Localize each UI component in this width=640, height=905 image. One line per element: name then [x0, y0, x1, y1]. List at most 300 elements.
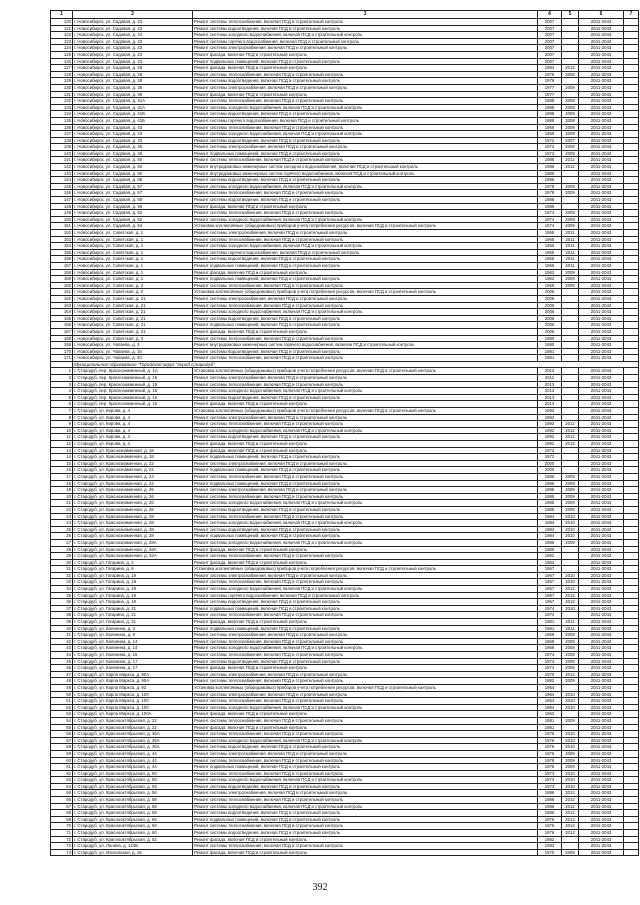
last-repair-cell: [562, 711, 579, 718]
table-row: [51, 764, 639, 771]
year-built-cell: 1986: [538, 197, 562, 204]
note-cell: [624, 645, 639, 652]
last-repair-cell: 2009: [562, 131, 579, 138]
table-row: [51, 302, 639, 309]
table-row: [51, 84, 639, 91]
address-cell: г. Новосибирск, ул. Садовая, д. 43: [73, 124, 193, 131]
last-repair-cell: 2010: [562, 520, 579, 527]
row-number: 48: [51, 678, 73, 685]
work-type-cell: Ремонт фасада, включая ПСД и строительный контроль: [193, 441, 538, 448]
planned-period-cell: 2041-2043: [579, 124, 624, 131]
row-number: 54: [51, 717, 73, 724]
work-type-cell: Ремонт системы теплоснабжения, включая ПСД и строительный контроль: [193, 381, 538, 388]
address-cell: г. Новосибирск, ул. Садовая, д. 50: [73, 170, 193, 177]
last-repair-cell: 2009: [562, 506, 579, 513]
last-repair-cell: 2009: [562, 717, 579, 724]
planned-period-cell: 2041-2043: [579, 731, 624, 738]
row-number: 149: [51, 210, 73, 217]
work-type-cell: Ремонт системы водоотведения, включая ПСД и строительный контроль: [193, 830, 538, 837]
planned-period-cell: 2041-2043: [579, 137, 624, 144]
year-built-cell: 1974: [538, 665, 562, 672]
planned-period-cell: 2041-2043: [579, 335, 624, 342]
last-repair-cell: 2009: [562, 658, 579, 665]
address-cell: г. Стародуб, ул. Краснознаменная, д. 24: [73, 473, 193, 480]
address-cell: г. Стародуб, ул. Краснознаменная, д. 26: [73, 493, 193, 500]
table-row: [51, 150, 639, 157]
note-cell: [624, 737, 639, 744]
row-number: 37: [51, 605, 73, 612]
planned-period-cell: 2041-2043: [579, 58, 624, 65]
address-cell: г. Стародуб, пер. Краснознаменный, д. 15: [73, 401, 193, 408]
planned-period-cell: 2041-2043: [579, 566, 624, 573]
row-number: 160: [51, 282, 73, 289]
address-cell: г. Стародуб, ул. Краснооктябрьская, д. 36А: [73, 737, 193, 744]
year-built-cell: 1986: [538, 539, 562, 546]
table-row: [51, 421, 639, 428]
planned-period-cell: 2041-2043: [579, 368, 624, 375]
year-built-cell: 1976: [538, 830, 562, 837]
work-type-cell: Ремонт фасада, включая ПСД и строительный контроль: [193, 447, 538, 454]
row-number: 142: [51, 164, 73, 171]
row-number: 32: [51, 572, 73, 579]
planned-period-cell: 2041-2043: [579, 414, 624, 421]
note-cell: [624, 98, 639, 105]
year-built-cell: 2007: [538, 19, 562, 26]
work-type-cell: Ремонт системы теплоснабжения, включая ПСД и строительный контроль: [193, 335, 538, 342]
address-cell: г. Новосибирск, ул. Садовая, д. 41Б: [73, 117, 193, 124]
last-repair-cell: 2009: [562, 665, 579, 672]
row-number: 171: [51, 355, 73, 362]
row-number: 14: [51, 454, 73, 461]
table-row: [51, 236, 639, 243]
row-number: 18: [51, 480, 73, 487]
last-repair-cell: 2008: [562, 638, 579, 645]
last-repair-cell: [562, 546, 579, 553]
note-cell: [624, 289, 639, 296]
column-header-3: 3: [193, 11, 538, 19]
row-number: 139: [51, 144, 73, 151]
last-repair-cell: 2010: [562, 691, 579, 698]
planned-period-cell: 2041-2043: [579, 467, 624, 474]
address-cell: г. Стародуб, ул. Гагарина, д. 6: [73, 566, 193, 573]
address-cell: г. Новосибирск, ул. Садовая, д. 57: [73, 190, 193, 197]
address-cell: г. Стародуб, ул. Краснознаменная, д. 28: [73, 533, 193, 540]
note-cell: [624, 632, 639, 639]
year-built-cell: 1986: [538, 790, 562, 797]
row-number: 50: [51, 691, 73, 698]
year-built-cell: 2012: [538, 368, 562, 375]
address-cell: г. Новосибирск, ул. Советская, д. 21: [73, 322, 193, 329]
table-row: [51, 698, 639, 705]
last-repair-cell: [562, 566, 579, 573]
planned-period-cell: 2041-2043: [579, 605, 624, 612]
note-cell: [624, 335, 639, 342]
note-cell: [624, 717, 639, 724]
column-header-6: 6: [579, 11, 624, 19]
year-built-cell: 1986: [538, 546, 562, 553]
table-row: [51, 282, 639, 289]
note-cell: [624, 216, 639, 223]
planned-period-cell: 2041-2043: [579, 658, 624, 665]
planned-period-cell: 2041-2043: [579, 447, 624, 454]
note-cell: [624, 447, 639, 454]
year-built-cell: 1974: [538, 652, 562, 659]
address-cell: г. Стародуб, ул. Кирова, д. 4: [73, 414, 193, 421]
planned-period-cell: 2041-2043: [579, 783, 624, 790]
last-repair-cell: [562, 467, 579, 474]
address-cell: г. Новосибирск, ул. Чапаева, д. 20: [73, 355, 193, 362]
note-cell: [624, 533, 639, 540]
row-number: 152: [51, 230, 73, 237]
planned-period-cell: 2041-2043: [579, 236, 624, 243]
year-built-cell: 1974: [538, 612, 562, 619]
address-cell: г. Стародуб, ул. Калинина, д. 17: [73, 658, 193, 665]
note-cell: [624, 348, 639, 355]
row-number: 141: [51, 157, 73, 164]
planned-period-cell: 2041-2043: [579, 328, 624, 335]
row-number: 45: [51, 658, 73, 665]
planned-period-cell: 2041-2043: [579, 157, 624, 164]
last-repair-cell: 2011: [562, 230, 579, 237]
address-cell: г. Стародуб, ул. Краснооктябрьская, д. 58: [73, 797, 193, 804]
note-cell: [624, 810, 639, 817]
table-row: [51, 704, 639, 711]
year-built-cell: 1988: [538, 117, 562, 124]
note-cell: [624, 78, 639, 85]
note-cell: [624, 836, 639, 843]
note-cell: [624, 803, 639, 810]
row-number: 147: [51, 197, 73, 204]
note-cell: [624, 183, 639, 190]
year-built-cell: 1992: [538, 441, 562, 448]
table-row: [51, 447, 639, 454]
year-built-cell: 1972: [538, 137, 562, 144]
work-type-cell: Ремонт системы водоотведения, включая ПСД и строительный контроль: [193, 599, 538, 606]
planned-period-cell: 2041-2043: [579, 375, 624, 382]
planned-period-cell: 2041-2043: [579, 315, 624, 322]
last-repair-cell: [562, 684, 579, 691]
row-number: 68: [51, 810, 73, 817]
planned-period-cell: 2041-2043: [579, 473, 624, 480]
table-row: [51, 619, 639, 626]
work-type-cell: Ремонт системы холодного водоснабжения, включая ПСД и строительный контроль: [193, 803, 538, 810]
note-cell: [624, 744, 639, 751]
work-type-cell: Ремонт подвальных помещений, включая ПСД и строительный контроль: [193, 467, 538, 474]
planned-period-cell: 2041-2043: [579, 269, 624, 276]
table-row: [51, 671, 639, 678]
year-built-cell: 1985: [538, 487, 562, 494]
last-repair-cell: 2009: [562, 473, 579, 480]
year-built-cell: 1981: [538, 717, 562, 724]
work-type-cell: Ремонт системы горячего водоснабжения, включая ПСД и строительный контроль: [193, 592, 538, 599]
note-cell: [624, 262, 639, 269]
last-repair-cell: 2009: [562, 678, 579, 685]
row-number: 127: [51, 65, 73, 72]
note-cell: [624, 678, 639, 685]
note-cell: [624, 592, 639, 599]
row-number: 28: [51, 546, 73, 553]
note-cell: [624, 190, 639, 197]
year-built-cell: 1984: [538, 526, 562, 533]
work-type-cell: Ремонт системы холодного водоснабжения, включая ПСД и строительный контроль: [193, 216, 538, 223]
column-header-4: 4: [538, 11, 562, 19]
address-cell: г. Стародуб, ул. Краснознаменная, д. 22: [73, 467, 193, 474]
last-repair-cell: 2012: [562, 421, 579, 428]
table-row: [51, 38, 639, 45]
year-built-cell: 1964: [538, 698, 562, 705]
planned-period-cell: 2041-2043: [579, 256, 624, 263]
row-number: 31: [51, 566, 73, 573]
table-row: [51, 25, 639, 32]
last-repair-cell: 2009: [562, 269, 579, 276]
year-built-cell: 1976: [538, 750, 562, 757]
address-cell: г. Новосибирск, ул. Советская, д. 2: [73, 282, 193, 289]
table-header-row: [51, 11, 639, 19]
table-row: [51, 612, 639, 619]
note-cell: [624, 441, 639, 448]
year-built-cell: 1967: [538, 579, 562, 586]
table-row: [51, 375, 639, 382]
address-cell: г. Новосибирск, ул. Чапаева, д. 3: [73, 342, 193, 349]
note-cell: [624, 566, 639, 573]
year-built-cell: 2000: [538, 460, 562, 467]
table-row: [51, 170, 639, 177]
note-cell: [624, 137, 639, 144]
address-cell: г. Новосибирск, ул. Садовая, д. 28: [73, 71, 193, 78]
note-cell: [624, 223, 639, 230]
table-row: [51, 737, 639, 744]
work-type-cell: Ремонт системы водоотведения, включая ПСД и строительный контроль: [193, 315, 538, 322]
last-repair-cell: 2011: [562, 249, 579, 256]
note-cell: [624, 480, 639, 487]
work-type-cell: Ремонт системы холодного водоснабжения, включая ПСД и строительный контроль: [193, 32, 538, 39]
row-number: 153: [51, 236, 73, 243]
last-repair-cell: 2009: [562, 757, 579, 764]
row-number: 135: [51, 117, 73, 124]
note-cell: [624, 513, 639, 520]
address-cell: г. Новосибирск, ул. Советская, д. 21: [73, 328, 193, 335]
table-row: [51, 223, 639, 230]
last-repair-cell: 2008: [562, 111, 579, 118]
row-number: 43: [51, 645, 73, 652]
table-row: [51, 566, 639, 573]
note-cell: [624, 427, 639, 434]
last-repair-cell: 2009: [562, 216, 579, 223]
planned-period-cell: 2041-2043: [579, 276, 624, 283]
year-built-cell: 1992: [538, 421, 562, 428]
planned-period-cell: 2041-2043: [579, 197, 624, 204]
last-repair-cell: 2009: [562, 500, 579, 507]
row-number: 21: [51, 500, 73, 507]
planned-period-cell: 2041-2043: [579, 586, 624, 593]
table-row: [51, 849, 639, 856]
planned-period-cell: 2041-2043: [579, 104, 624, 111]
row-number: 143: [51, 170, 73, 177]
note-cell: [624, 625, 639, 632]
table-row: [51, 473, 639, 480]
table-row: [51, 355, 639, 362]
work-type-cell: Ремонт системы холодного водоснабжения, включая ПСД и строительный контроль: [193, 520, 538, 527]
note-cell: [624, 665, 639, 672]
row-number: 124: [51, 45, 73, 52]
last-repair-cell: [562, 836, 579, 843]
row-number: 1: [51, 368, 73, 375]
note-cell: [624, 150, 639, 157]
last-repair-cell: [562, 58, 579, 65]
last-repair-cell: 2011: [562, 256, 579, 263]
last-repair-cell: [562, 388, 579, 395]
address-cell: г. Новосибирск, ул. Советская, д. 1: [73, 249, 193, 256]
work-type-cell: Установка коллективных (общедомовых) приборов учета потребления ресурсов, включая ПСД и строительный контроль: [193, 289, 538, 296]
year-built-cell: 1969: [538, 282, 562, 289]
table-row: [51, 770, 639, 777]
work-type-cell: Ремонт фасада, включая ПСД и строительный контроль: [193, 203, 538, 210]
work-type-cell: Ремонт системы холодного водоснабжения, включая ПСД и строительный контроль: [193, 427, 538, 434]
row-number: 121: [51, 25, 73, 32]
work-type-cell: Установка коллективных (общедомовых) приборов учета потребления ресурсов, включая ПСД и строительный контроль: [193, 368, 538, 375]
work-type-cell: Ремонт подвальных помещений, включая ПСД и строительный контроль: [193, 262, 538, 269]
row-number: 24: [51, 520, 73, 527]
row-number: 167: [51, 328, 73, 335]
column-header-7: 7: [624, 11, 639, 19]
planned-period-cell: 2041-2043: [579, 150, 624, 157]
table-row: [51, 65, 639, 72]
table-row: [51, 487, 639, 494]
note-cell: [624, 724, 639, 731]
planned-period-cell: 2041-2043: [579, 309, 624, 316]
table-row: [51, 427, 639, 434]
table-row: [51, 638, 639, 645]
table-row: [51, 757, 639, 764]
row-number: 168: [51, 335, 73, 342]
address-cell: г. Стародуб, пер. Краснознаменный, д. 15: [73, 388, 193, 395]
note-cell: [624, 579, 639, 586]
last-repair-cell: 2012: [562, 671, 579, 678]
table-row: [51, 546, 639, 553]
address-cell: г. Новосибирск, ул. Советская, д. 2: [73, 289, 193, 296]
planned-period-cell: 2041-2043: [579, 810, 624, 817]
note-cell: [624, 500, 639, 507]
row-number: 42: [51, 638, 73, 645]
year-built-cell: 1969: [538, 632, 562, 639]
last-repair-cell: 2010: [562, 777, 579, 784]
year-built-cell: 1965: [538, 256, 562, 263]
note-cell: [624, 210, 639, 217]
last-repair-cell: 2013: [562, 823, 579, 830]
row-number: 166: [51, 322, 73, 329]
address-cell: г. Стародуб, ул. Краснооктябрьская, д. 56: [73, 783, 193, 790]
planned-period-cell: 2041-2043: [579, 770, 624, 777]
planned-period-cell: 2041-2043: [579, 797, 624, 804]
note-cell: [624, 816, 639, 823]
last-repair-cell: [562, 170, 579, 177]
table-row: [51, 157, 639, 164]
year-built-cell: 1988: [538, 98, 562, 105]
planned-period-cell: 2041-2043: [579, 823, 624, 830]
note-cell: [624, 58, 639, 65]
year-built-cell: 1964: [538, 704, 562, 711]
table-row: [51, 104, 639, 111]
table-row: [51, 295, 639, 302]
row-number: 156: [51, 256, 73, 263]
address-cell: г. Стародуб, ул. Краснознаменная, д. 28А: [73, 546, 193, 553]
work-type-cell: Ремонт фасада, включая ПСД и строительный контроль: [193, 724, 538, 731]
note-cell: [624, 460, 639, 467]
planned-period-cell: 2041-2043: [579, 744, 624, 751]
row-number: 9: [51, 421, 73, 428]
note-cell: [624, 322, 639, 329]
last-repair-cell: 2008: [562, 98, 579, 105]
last-repair-cell: [562, 394, 579, 401]
note-cell: [624, 269, 639, 276]
note-cell: [624, 473, 639, 480]
year-built-cell: 2007: [538, 25, 562, 32]
address-cell: г. Новосибирск, ул. Садовая, д. 23: [73, 19, 193, 26]
row-number: 148: [51, 203, 73, 210]
planned-period-cell: 2041-2043: [579, 757, 624, 764]
row-number: 4: [51, 388, 73, 395]
row-number: 169: [51, 342, 73, 349]
row-number: 157: [51, 262, 73, 269]
note-cell: [624, 770, 639, 777]
row-number: 64: [51, 783, 73, 790]
year-built-cell: 1986: [538, 164, 562, 171]
last-repair-cell: 2012: [562, 586, 579, 593]
last-repair-cell: 2010: [562, 731, 579, 738]
last-repair-cell: 2012: [562, 434, 579, 441]
work-type-cell: Ремонт системы теплоснабжения, включая ПСД и строительный контроль: [193, 612, 538, 619]
row-number: 56: [51, 731, 73, 738]
work-type-cell: Ремонт системы холодного водоснабжения, включая ПСД и строительный контроль: [193, 737, 538, 744]
work-type-cell: Ремонт системы электроснабжения, включая ПСД и строительный контроль: [193, 691, 538, 698]
planned-period-cell: 2041-2043: [579, 454, 624, 461]
table-row: [51, 32, 639, 39]
planned-period-cell: 2041-2043: [579, 243, 624, 250]
last-repair-cell: 2013: [562, 816, 579, 823]
row-number: 36: [51, 599, 73, 606]
year-built-cell: 1965: [538, 262, 562, 269]
address-cell: г. Стародуб, ул. Краснооктябрьская, д. 60: [73, 816, 193, 823]
planned-period-cell: 2041-2043: [579, 612, 624, 619]
address-cell: г. Новосибирск, ул. Садовая, д. 59: [73, 203, 193, 210]
note-cell: [624, 170, 639, 177]
row-number: 137: [51, 131, 73, 138]
table-row: [51, 830, 639, 837]
work-type-cell: Ремонт системы электроснабжения, включая ПСД и строительный контроль: [193, 572, 538, 579]
work-type-cell: Ремонт системы теплоснабжения, включая ПСД и строительный контроль: [193, 473, 538, 480]
last-repair-cell: [562, 19, 579, 26]
work-type-cell: Ремонт системы электроснабжения, включая ПСД и строительный контроль: [193, 671, 538, 678]
table-row: [51, 322, 639, 329]
year-built-cell: 1992: [538, 427, 562, 434]
note-cell: [624, 671, 639, 678]
table-row: [51, 309, 639, 316]
year-built-cell: 1962: [538, 269, 562, 276]
table-row: [51, 230, 639, 237]
year-built-cell: 1976: [538, 737, 562, 744]
last-repair-cell: 2008: [562, 104, 579, 111]
last-repair-cell: 2009: [562, 750, 579, 757]
note-cell: [624, 619, 639, 626]
row-number: 8: [51, 414, 73, 421]
last-repair-cell: 2010: [562, 579, 579, 586]
last-repair-cell: [562, 177, 579, 184]
last-repair-cell: 2011: [562, 243, 579, 250]
work-type-cell: Ремонт подвальных помещений, включая ПСД и строительный контроль: [193, 816, 538, 823]
planned-period-cell: 2041-2043: [579, 164, 624, 171]
work-type-cell: Ремонт системы водоотведения, включая ПСД и строительный контроль: [193, 256, 538, 263]
note-cell: [624, 249, 639, 256]
